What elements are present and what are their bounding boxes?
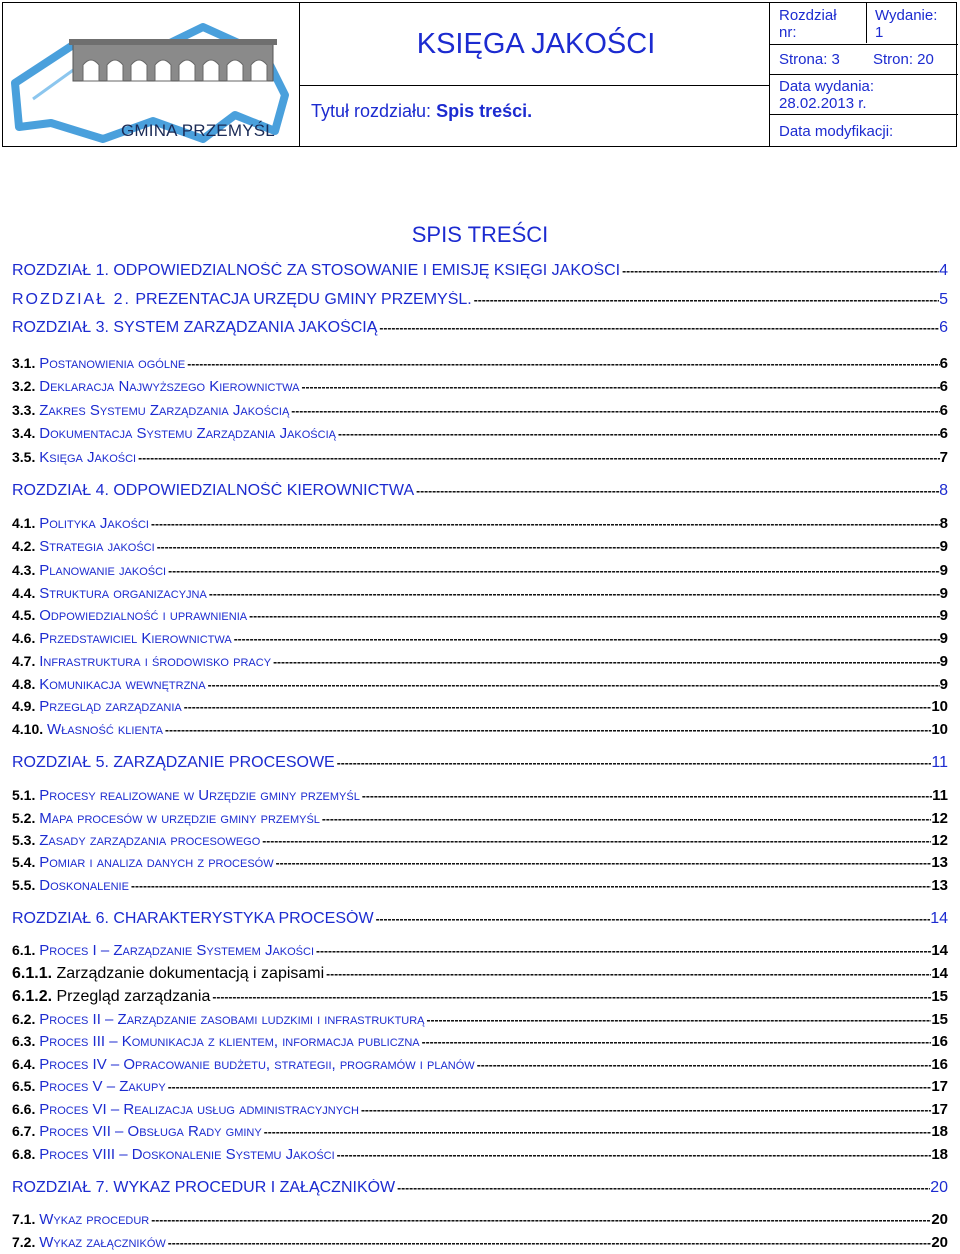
rozdzial-label <box>779 7 837 41</box>
toc-entry-number: 6.1. <box>12 942 36 958</box>
toc-page-number: 13 <box>931 854 948 871</box>
toc-entry-text: CHARAKTERYSTYKA PROCESÓW <box>113 910 374 927</box>
toc-entry-label <box>12 425 336 442</box>
toc-leader <box>210 990 931 1004</box>
toc-entry[interactable] <box>12 910 948 928</box>
toc-entry-number: 3.2. <box>12 378 36 394</box>
toc-entry[interactable] <box>12 854 948 871</box>
toc-entry-text: Zasady zarządzania procesowego <box>39 832 261 849</box>
toc-page-number: 11 <box>932 787 948 804</box>
toc-entry-number: 6.4. <box>12 1056 36 1072</box>
toc-leader <box>149 517 940 531</box>
toc-entry[interactable] <box>12 402 948 419</box>
toc-leader <box>360 789 932 803</box>
wydanie-label: Wydanie: <box>875 7 938 24</box>
toc-entry-label <box>12 538 155 555</box>
toc-entry-label <box>12 355 185 372</box>
chapter-value: Spis treści. <box>436 101 533 121</box>
toc-entry[interactable] <box>12 585 948 602</box>
toc-leader <box>620 264 939 278</box>
toc-entry[interactable] <box>12 449 948 466</box>
toc-page-number: 4 <box>939 262 948 279</box>
toc-entry-text: Proces IV – Opracowanie budżetu, strategii, programów i planów <box>39 1056 475 1073</box>
toc-entry[interactable] <box>12 721 948 738</box>
toc-entry-number: 6.3. <box>12 1033 36 1049</box>
toc-entry-number: 3.4. <box>12 425 36 441</box>
toc-entry-number: 5.3. <box>12 832 36 848</box>
toc-entry-text: Dokumentacja Systemu Zarządzania Jakością <box>39 425 336 442</box>
toc-page-number: 9 <box>939 538 948 555</box>
toc-entry-text: Polityka Jakości <box>39 515 149 532</box>
toc-entry[interactable] <box>12 607 948 624</box>
data-wydania-label: Data wydania: <box>779 78 875 95</box>
toc-entry[interactable] <box>12 787 948 804</box>
toc-entry-text: Mapa procesów w urzędzie gminy przemyśl <box>39 810 320 827</box>
toc-entry-label <box>12 653 271 670</box>
toc-page-number: 15 <box>931 1011 948 1028</box>
toc-entry[interactable] <box>12 425 948 442</box>
toc-leader <box>472 293 939 307</box>
toc-page-number: 16 <box>931 1056 948 1073</box>
toc-entry[interactable] <box>12 698 948 715</box>
toc-leader <box>232 632 940 646</box>
chapter-label: Tytuł rozdziału: <box>311 101 432 121</box>
toc-entry-label <box>12 585 207 602</box>
toc-entry-label <box>12 449 136 466</box>
toc-entry[interactable] <box>12 653 948 670</box>
strona: Strona: 3 <box>779 51 840 68</box>
toc-entry-text: Proces II – Zarządzanie zasobami ludzkimi i infrastrukturą <box>39 1011 425 1028</box>
toc-leader <box>420 1035 932 1049</box>
toc-entry[interactable] <box>12 538 948 555</box>
wydanie-value: 1 <box>875 24 884 41</box>
toc-page-number: 6 <box>939 355 948 372</box>
toc-leader <box>359 1103 931 1117</box>
toc-leader <box>414 484 939 498</box>
toc-entry[interactable] <box>12 291 948 309</box>
toc-entry-text: Przedstawiciel Kierownictwa <box>39 630 232 647</box>
toc-entry-text: Odpowiedzialność i uprawnienia <box>39 607 248 624</box>
toc-entry-label <box>12 378 299 395</box>
toc-entry-number: 6.8. <box>12 1146 36 1162</box>
toc-entry[interactable] <box>12 754 948 772</box>
toc-entry-label <box>12 319 377 337</box>
rozdzial-label-line1: Rozdział <box>779 7 837 24</box>
toc-leader <box>260 834 931 848</box>
toc-entry[interactable] <box>12 1179 948 1197</box>
toc-entry-label <box>12 291 472 309</box>
toc-leader <box>299 380 939 394</box>
toc-entry-number: 4.9. <box>12 698 36 714</box>
toc-entry-label <box>12 854 274 871</box>
toc-entry-number: ROZDZIAŁ 2. <box>12 291 131 308</box>
toc-entry-number: 4.6. <box>12 630 36 646</box>
toc-entry[interactable] <box>12 355 948 372</box>
toc-entry[interactable] <box>12 877 948 894</box>
toc-page-number: 9 <box>939 630 948 647</box>
toc-entry-label <box>12 877 129 894</box>
header-divider <box>769 114 958 115</box>
toc-entry-label <box>12 810 320 827</box>
toc-leader <box>155 540 940 554</box>
toc-leader <box>335 756 932 770</box>
toc-entry-label <box>12 607 247 624</box>
toc-entry-label <box>12 1211 149 1228</box>
toc-entry[interactable] <box>12 1211 948 1228</box>
toc-entry[interactable] <box>12 319 948 337</box>
toc-title: SPIS TREŚCI <box>411 222 549 247</box>
toc-leader <box>185 357 939 371</box>
toc-entry-text: Postanowienia ogólne <box>39 355 186 372</box>
toc-entry[interactable] <box>12 262 948 280</box>
toc-entry[interactable] <box>12 965 948 983</box>
toc-page-number: 13 <box>931 877 948 894</box>
toc-entry-number: 4.7. <box>12 653 36 669</box>
toc-page-number: 20 <box>931 1211 948 1228</box>
toc-page-number: 6 <box>939 319 948 336</box>
toc-leader <box>271 655 940 669</box>
toc-entry-text: Procesy realizowane w Urzędzie gminy przemyśl <box>39 787 360 804</box>
toc-entry-text: Proces VI – Realizacja usług administracyjnych <box>39 1101 359 1118</box>
header-divider <box>299 3 300 146</box>
toc-entry-number: 5.2. <box>12 810 36 826</box>
toc-leader <box>374 912 931 926</box>
toc-leader <box>166 564 940 578</box>
header-divider <box>769 44 958 45</box>
toc-entry-label <box>12 1123 262 1140</box>
toc-entry[interactable] <box>12 988 948 1006</box>
toc-entry-number: 4.3. <box>12 562 36 578</box>
toc-entry-label <box>12 482 414 500</box>
toc-entry-text: Własność klienta <box>47 721 163 738</box>
wydanie <box>875 7 937 41</box>
toc-entry-number: ROZDZIAŁ 6. <box>12 910 109 927</box>
toc-page-number: 8 <box>939 515 948 532</box>
toc-entry[interactable] <box>12 482 948 500</box>
toc-leader <box>336 427 940 441</box>
toc-entry[interactable] <box>12 1101 948 1118</box>
toc-entry-label <box>12 1033 420 1050</box>
toc-entry[interactable] <box>12 676 948 693</box>
toc-entry-label <box>12 562 166 579</box>
toc-entry-text: ZARZĄDZANIE PROCESOWE <box>113 754 335 771</box>
toc-entry[interactable] <box>12 562 948 579</box>
toc-entry-text: Proces III – Komunikacja z klientem, informacja publiczna <box>39 1033 420 1050</box>
toc-entry-number: 4.1. <box>12 515 36 531</box>
toc-entry-text: Przegląd zarządzania <box>56 988 211 1005</box>
toc-page-number: 11 <box>931 754 948 771</box>
toc-page-number: 6 <box>939 378 948 395</box>
toc-entry-number: 4.10. <box>12 721 44 737</box>
toc-entry-label <box>12 721 163 738</box>
toc-entry-text: ODPOWIEDZIALNOŚĆ KIEROWNICTWA <box>113 482 415 499</box>
toc-entry-text: Deklaracja Najwyższego Kierownictwa <box>39 378 300 395</box>
toc-entry-number: 6.5. <box>12 1078 36 1094</box>
toc-entry-label <box>12 965 324 983</box>
data-modyfikacji-label: Data modyfikacji: <box>779 123 894 140</box>
toc-leader <box>395 1181 930 1195</box>
toc-leader <box>129 879 931 893</box>
toc-entry-number: 6.1.2. <box>12 988 53 1005</box>
toc-entry-number: 7.2. <box>12 1234 36 1250</box>
chapter-title <box>311 101 532 122</box>
toc-entry-number: 6.1.1. <box>12 965 53 982</box>
toc-leader <box>206 678 940 692</box>
toc-entry[interactable] <box>12 378 948 395</box>
toc-page-number: 16 <box>931 1033 948 1050</box>
toc-entry[interactable] <box>12 1056 948 1073</box>
toc-page-number: 10 <box>931 698 948 715</box>
toc-entry-number: 6.2. <box>12 1011 36 1027</box>
toc-page-number: 6 <box>939 425 948 442</box>
toc-leader <box>377 321 939 335</box>
toc-leader <box>136 451 940 465</box>
toc-page-number: 8 <box>939 482 948 499</box>
toc-entry-text: Infrastruktura i środowisko pracy <box>39 653 272 670</box>
toc-page-number: 12 <box>931 832 948 849</box>
toc-entry-number: ROZDZIAŁ 7. <box>12 1179 109 1196</box>
data-wydania-value: 28.02.2013 r. <box>779 95 867 112</box>
toc-page-number: 17 <box>931 1101 948 1118</box>
toc-page-number: 20 <box>931 1234 948 1251</box>
toc-entry-label <box>12 630 232 647</box>
toc-page-number: 14 <box>931 942 948 959</box>
toc-leader <box>182 700 932 714</box>
toc-leader <box>314 944 931 958</box>
toc-entry-text: Strategia jakości <box>39 538 155 555</box>
toc-entry-text: SYSTEM ZARZĄDZANIA JAKOŚCIĄ <box>113 319 378 336</box>
toc-page-number: 7 <box>939 449 948 466</box>
toc-entry-label <box>12 515 149 532</box>
toc-entry-number: 3.5. <box>12 449 36 465</box>
toc-entry-label <box>12 402 289 419</box>
header-divider <box>769 74 958 75</box>
toc-leader <box>425 1013 932 1027</box>
toc-entry-label <box>12 754 335 772</box>
toc-page-number: 5 <box>939 291 948 308</box>
toc-page-number: 14 <box>930 910 948 927</box>
document-header <box>2 2 957 147</box>
toc-page-number: 15 <box>931 988 948 1005</box>
toc-entry-text: Pomiar i analiza danych z procesów <box>39 854 274 871</box>
toc-leader <box>207 587 940 601</box>
toc-page-number: 17 <box>931 1078 948 1095</box>
toc-entry-label <box>12 787 360 804</box>
toc-entry-text: Proces VIII – Doskonalenie Systemu Jakości <box>39 1146 335 1163</box>
logo-text: GMINA PRZEMYŚL <box>121 121 275 140</box>
toc-leader <box>289 404 939 418</box>
toc-entry-label <box>12 1101 359 1118</box>
toc-entry-number: 7.1. <box>12 1211 36 1227</box>
toc-page-number: 14 <box>931 965 948 982</box>
toc-entry-label <box>12 988 210 1006</box>
toc-entry-number: ROZDZIAŁ 4. <box>12 482 109 499</box>
toc-entry[interactable] <box>12 515 948 532</box>
toc-entry-label <box>12 1146 335 1163</box>
logo <box>3 3 299 145</box>
toc-entry-number: 4.2. <box>12 538 36 554</box>
toc-entry-label <box>12 1179 395 1197</box>
toc-page-number: 10 <box>931 721 948 738</box>
toc-page-number: 12 <box>931 810 948 827</box>
toc-entry-number: 6.6. <box>12 1101 36 1117</box>
toc-entry-label <box>12 1234 166 1251</box>
toc-page-number: 9 <box>939 562 948 579</box>
toc-entry-text: Zakres Systemu Zarządzania Jakością <box>39 402 290 419</box>
toc-entry[interactable] <box>12 1146 948 1163</box>
toc-leader <box>163 723 931 737</box>
toc-entry[interactable] <box>12 630 948 647</box>
toc-page-number: 18 <box>931 1146 948 1163</box>
toc-page-number: 20 <box>930 1179 948 1196</box>
toc-page-number: 9 <box>939 607 948 624</box>
toc-leader <box>149 1213 931 1227</box>
toc-entry-text: Księga Jakości <box>39 449 137 466</box>
toc-entry-label <box>12 1078 166 1095</box>
header-divider <box>299 85 769 86</box>
toc-entry[interactable] <box>12 1123 948 1140</box>
toc-entry-number: 4.8. <box>12 676 36 692</box>
toc-leader <box>166 1080 932 1094</box>
toc-entry-number: ROZDZIAŁ 1. <box>12 262 109 279</box>
toc-entry-text: Wykaz procedur <box>39 1211 150 1228</box>
toc-entry-number: ROZDZIAŁ 5. <box>12 754 109 771</box>
toc-page-number: 9 <box>939 653 948 670</box>
toc-entry-text: ODPOWIEDZIALNOŚĆ ZA STOSOWANIE I EMISJĘ KSIĘGI JAKOŚCI <box>113 262 621 279</box>
toc-entry-text: WYKAZ PROCEDUR I ZAŁĄCZNIKÓW <box>113 1179 396 1196</box>
toc-entry[interactable] <box>12 1234 948 1251</box>
toc-entry-text: Proces V – Zakupy <box>39 1078 166 1095</box>
toc-entry-number: 3.3. <box>12 402 36 418</box>
toc-entry-text: Proces VII – Obsługa Rady gminy <box>39 1123 262 1140</box>
toc-entry-label <box>12 910 374 928</box>
toc-leader <box>320 812 931 826</box>
toc-entry-label <box>12 698 182 715</box>
toc-leader <box>335 1148 932 1162</box>
toc-entry[interactable] <box>12 942 948 959</box>
toc-entry-label <box>12 832 260 849</box>
document-title: KSIĘGA JAKOŚCI <box>416 27 656 60</box>
toc-entry[interactable] <box>12 1033 948 1050</box>
toc-entry-number: 4.5. <box>12 607 36 623</box>
toc-entry[interactable] <box>12 832 948 849</box>
toc-entry-text: Zarządzanie dokumentacją i zapisami <box>56 965 325 982</box>
toc-entry-label <box>12 262 620 280</box>
toc-entry-text: PREZENTACJA URZĘDU GMINY PRZEMYŚL. <box>135 291 472 308</box>
toc-page-number: 9 <box>939 585 948 602</box>
toc-entry-number: 4.4. <box>12 585 36 601</box>
toc-entry-text: Komunikacja wewnętrzna <box>39 676 206 693</box>
toc-page-number: 18 <box>931 1123 948 1140</box>
toc-leader <box>475 1058 932 1072</box>
toc-entry-text: Wykaz załączników <box>39 1234 166 1251</box>
toc-entry-text: Planowanie jakości <box>39 562 167 579</box>
toc-entry-label <box>12 942 314 959</box>
toc-page-number: 9 <box>939 676 948 693</box>
toc-entry-number: 5.1. <box>12 787 36 803</box>
toc-entry-label <box>12 1056 475 1073</box>
toc-entry[interactable] <box>12 1078 948 1095</box>
toc-entry-number: ROZDZIAŁ 3. <box>12 319 109 336</box>
toc-entry-number: 5.4. <box>12 854 36 870</box>
stron: Stron: 20 <box>873 51 934 68</box>
toc-entry-text: Doskonalenie <box>39 877 129 894</box>
rozdzial-label-line2: nr: <box>779 24 797 41</box>
toc-entry[interactable] <box>12 1011 948 1028</box>
toc-entry-text: Struktura organizacyjna <box>39 585 207 602</box>
toc-entry-number: 6.7. <box>12 1123 36 1139</box>
toc-leader <box>324 967 931 981</box>
toc-leader <box>166 1236 932 1250</box>
toc-entry-text: Przegląd zarządzania <box>39 698 182 715</box>
toc-entry-label <box>12 676 206 693</box>
toc-leader <box>262 1125 932 1139</box>
toc-entry[interactable] <box>12 810 948 827</box>
toc-entry-number: 5.5. <box>12 877 36 893</box>
toc-leader <box>274 856 932 870</box>
data-wydania <box>779 78 874 112</box>
toc-entry-number: 3.1. <box>12 355 36 371</box>
toc-entry-text: Proces I – Zarządzanie Systemem Jakości <box>39 942 315 959</box>
toc-leader <box>247 609 940 623</box>
header-divider <box>866 3 867 43</box>
toc-page-number: 6 <box>939 402 948 419</box>
toc-entry-label <box>12 1011 425 1028</box>
